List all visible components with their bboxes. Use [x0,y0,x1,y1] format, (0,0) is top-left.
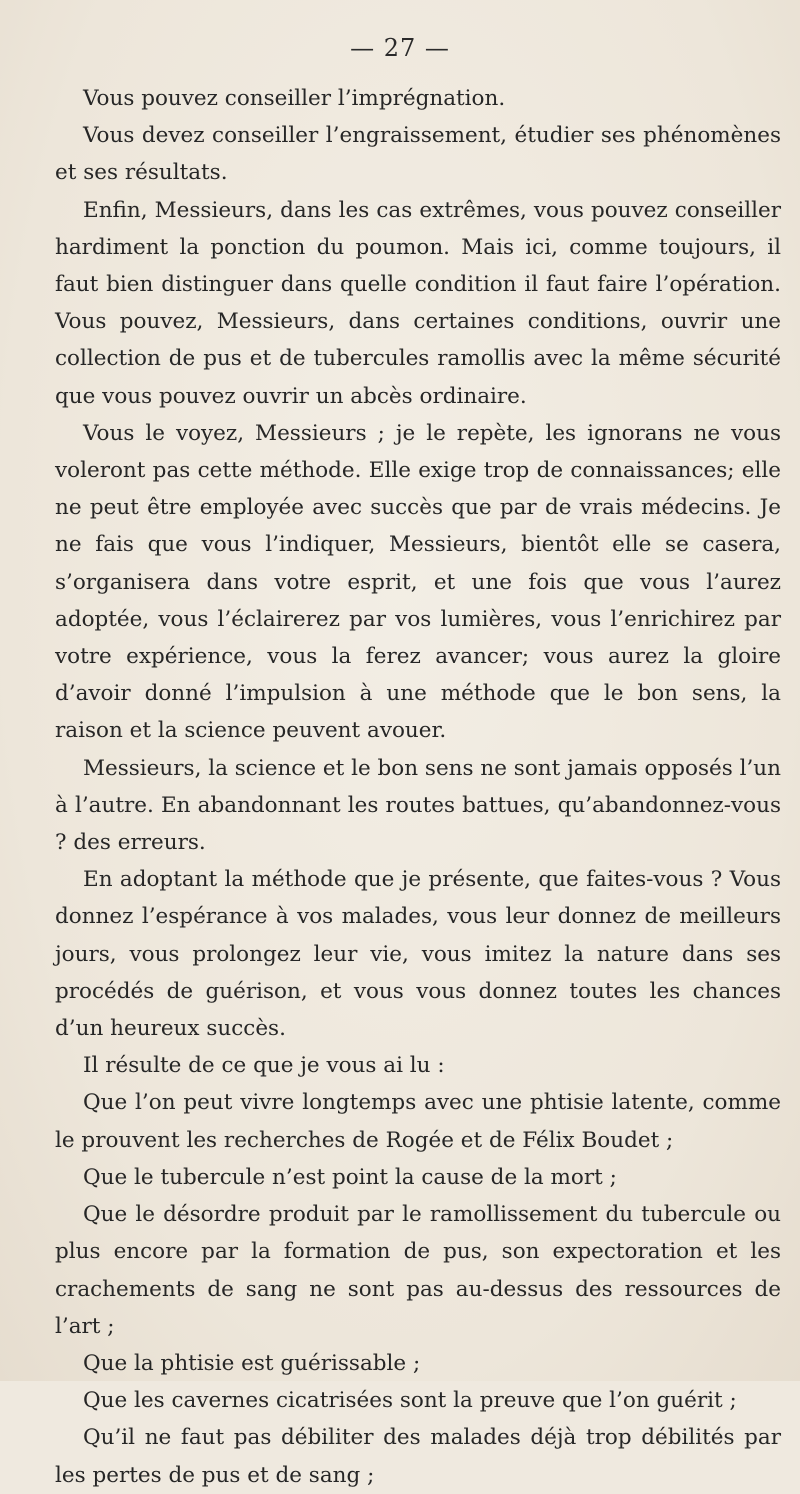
paragraph: Que les cavernes cicatrisées sont la preuve que l’on guérit ; [83,1388,737,1414]
paragraph: Il résulte de ce que je vous ai lu : [83,1053,445,1079]
paragraph: En adoptant la méthode que je présente, que faites-vous ? Vous donnez l’espérance à vos malades, vous leur donnez de meilleurs jours, vous prolongez leur vie, vous imitez la nature dans ses procédés de guérison, et vous vous donnez toutes les chances d’un heureux succès. [55,867,781,1042]
paragraph: Que le désordre produit par le ramollissement du tubercule ou plus encore par la formation de pus, son expectoration et les crachements de sang ne sont pas au-dessus des ressources de l’art ; [55,1202,781,1339]
paragraph: Messieurs, la science et le bon sens ne sont jamais opposés l’un à l’autre. En abandonnant les routes battues, qu’abandonnez-vous ? des erreurs. [55,755,781,856]
paragraph: Que le tubercule n’est point la cause de la mort ; [83,1164,617,1190]
paragraph: Qu’il ne faut pas débiliter des malades déjà trop débilités par les pertes de pus et de sang ; [55,1425,781,1488]
paragraph: Vous le voyez, Messieurs ; je le repète, les ignorans ne vous voleront pas cette méthode. Elle exige trop de connaissances; elle ne peut être employée avec succès que par de vrais médecins. Je ne fais que vous l’indiquer, Messieurs, bientôt elle se casera, s’organisera dans votre esprit, et une fois que vous l’aurez adoptée, vous l’éclairerez par vos lumières, vous l’enrichirez par votre expérience, vous la ferez avancer; vous aurez la gloire d’avoir donné l’impulsion à une méthode que le bon sens, la raison et la science peuvent avouer. [55,420,781,744]
paragraph: Vous devez conseiller l’engraissement, étudier ses phénomènes et ses résultats. [55,123,781,186]
paragraph: Que l’on peut vivre longtemps avec une phtisie latente, comme le prouvent les recherches de Rogée et de Félix Boudet ; [55,1090,781,1153]
paragraph: Enfin, Messieurs, dans les cas extrêmes, vous pouvez conseiller hardiment la ponction du poumon. Mais ici, comme toujours, il faut bien distinguer dans quelle condition il faut faire l’opération. Vous pouvez, Messieurs, dans certaines conditions, ouvrir une collection de pus et de tubercules ramollis avec la même sécurité que vous pouvez ouvrir un abcès ordinaire. [55,197,781,409]
page-number: — 27 — [350,34,450,62]
paragraph: Vous pouvez conseiller l’imprégnation. [83,86,506,111]
body-text [55,80,781,1494]
paragraph: Que la phtisie est guérissable ; [83,1350,421,1376]
